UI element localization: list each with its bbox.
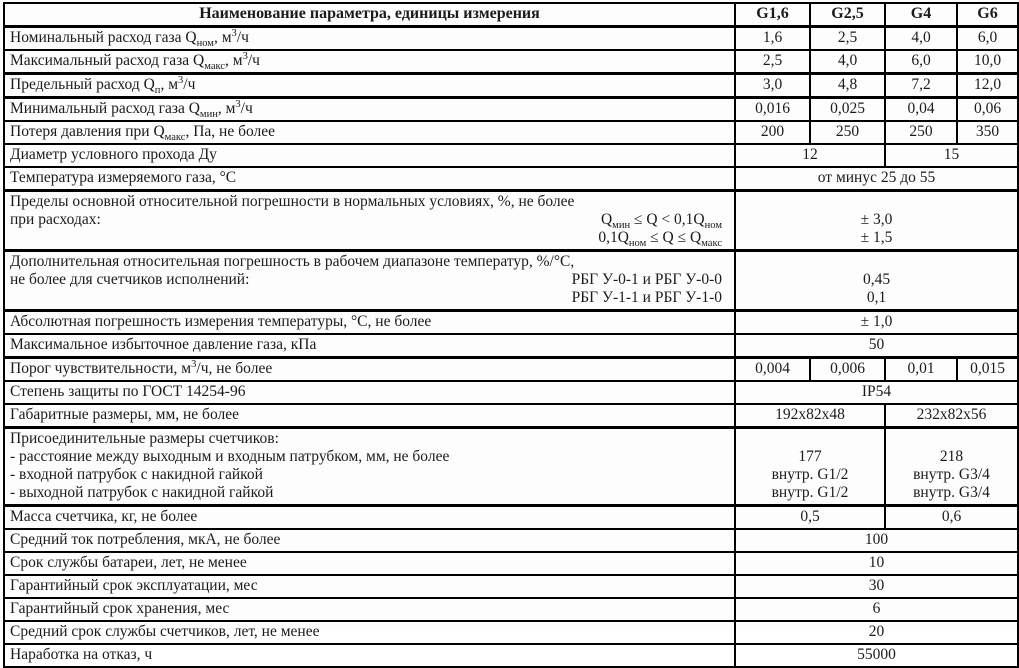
row-nominal-flow (4, 27, 1018, 51)
header-row (4, 3, 1018, 27)
pressure-loss-g1-6: 200 (735, 121, 810, 144)
additional-error-values (735, 251, 1018, 311)
row-max-pressure (4, 334, 1018, 358)
battery-life-value: 10 (735, 552, 1018, 575)
row-gas-temperature (4, 167, 1018, 191)
minimal-flow-g4: 0,04 (885, 98, 957, 122)
basic-error-blank-line (738, 193, 1015, 211)
header-col-g4: G4 (885, 3, 957, 27)
limit-flow-g2-5: 4,8 (810, 74, 885, 98)
minimal-flow-g6: 0,06 (957, 98, 1018, 122)
additional-error-line2-label: не более для счетчиков исполнений: (10, 271, 250, 288)
connection-line4: - выходной патрубок с накидной гайкой (10, 484, 274, 501)
additional-error-variant2: РБГ У-1-1 и РБГ У-1-0 (571, 289, 722, 306)
basic-error-label (4, 191, 735, 251)
protection-class-value: IP54 (735, 381, 1018, 404)
gas-temperature-value: от минус 25 до 55 (735, 167, 1018, 191)
basic-error-value1: ± 3,0 (860, 211, 893, 228)
row-minimal-flow (4, 98, 1018, 122)
row-average-current (4, 529, 1018, 552)
connection-large-distance: 218 (939, 448, 964, 465)
diameter-value-12: 12 (735, 144, 885, 167)
row-basic-error (4, 191, 1018, 251)
mass-large: 0,6 (885, 506, 1018, 530)
sensitivity-g6: 0,015 (957, 358, 1018, 382)
connection-small-outlet: внутр. G1/2 (771, 484, 849, 501)
row-sensitivity (4, 358, 1018, 382)
connection-line1: Присоединительные размеры счетчиков: (10, 430, 279, 447)
row-diameter (4, 144, 1018, 167)
basic-error-line1: Пределы основной относительной погрешности в нормальных условиях, %, не более (10, 193, 575, 210)
limit-flow-label: Предельный расход $Q_п$, $м^3/ч$ (4, 74, 735, 98)
service-life-label: Средний срок службы счетчиков, лет, не менее (4, 621, 735, 644)
row-battery-life (4, 552, 1018, 575)
limit-flow-g1-6: 3,0 (735, 74, 810, 98)
maximal-flow-g2-5: 4,0 (810, 50, 885, 74)
connection-small-distance: 177 (798, 448, 822, 465)
row-protection-class (4, 381, 1018, 404)
mass-label: Масса счетчика, кг, не более (4, 506, 735, 530)
basic-error-values (735, 191, 1018, 251)
nominal-flow-g4: 4,0 (885, 27, 957, 51)
max-pressure-label: Максимальное избыточное давление газа, кПа (4, 334, 735, 358)
nominal-flow-label: Номинальный расход газа $Q_{ном}$, $м^3/ч$ (4, 27, 735, 51)
battery-life-label: Срок службы батареи, лет, не менее (4, 552, 735, 575)
row-warranty-storage (4, 598, 1018, 621)
row-additional-error (4, 251, 1018, 311)
additional-error-line3 (10, 289, 732, 307)
diameter-label: Диаметр условного прохода Ду (4, 144, 735, 167)
average-current-label: Средний ток потребления, мкА, не более (4, 529, 735, 552)
connection-large-outlet: внутр. G3/4 (913, 484, 990, 501)
protection-class-label: Степень защиты по ГОСТ 14254-96 (4, 381, 735, 404)
header-param-name: Наименование параметра, единицы измерения (4, 3, 735, 27)
maximal-flow-g6: 10,0 (957, 50, 1018, 74)
sensitivity-g4: 0,01 (885, 358, 957, 382)
warranty-operation-value: 30 (735, 575, 1018, 598)
additional-error-variant1: РБГ У-0-1 и РБГ У-0-0 (571, 271, 722, 288)
pressure-loss-label: Потеря давления при $Q_{макс}$, Па, не более (4, 121, 735, 144)
sensitivity-label: Порог чувствительности, $м^3/ч$, не более (4, 358, 735, 382)
connection-dimensions-label (4, 428, 735, 506)
maximal-flow-g4: 6,0 (885, 50, 957, 74)
basic-error-line3 (10, 229, 732, 250)
minimal-flow-label: Минимальный расход газа $Q_{мин}$, $м^3/ч$ (4, 98, 735, 122)
mtbf-label: Наработка на отказ, ч (4, 644, 735, 667)
additional-error-blank-line (738, 253, 1015, 271)
service-life-value: 20 (735, 621, 1018, 644)
additional-error-line2 (10, 271, 732, 289)
additional-error-line1: Дополнительная относительная погрешность в рабочем диапазоне температур, %/°С, (10, 253, 575, 270)
row-absolute-error (4, 311, 1018, 335)
row-warranty-operation (4, 575, 1018, 598)
basic-error-line2-label: при расходах: (10, 211, 101, 228)
overall-dimensions-small: 192х82х48 (735, 404, 885, 428)
connection-large-blank (888, 430, 1015, 448)
connection-small-inlet: внутр. G1/2 (771, 466, 849, 483)
overall-dimensions-label: Габаритные размеры, мм, не более (4, 404, 735, 428)
overall-dimensions-large: 232х82х56 (885, 404, 1018, 428)
diameter-value-15: 15 (885, 144, 1018, 167)
connection-large-inlet: внутр. G3/4 (913, 466, 990, 483)
basic-error-line2 (10, 211, 732, 232)
row-service-life (4, 621, 1018, 644)
basic-error-formula1: $Q_{мин} \le Q < 0,1Q_{ном}$ (600, 211, 722, 232)
absolute-error-label: Абсолютная погрешность измерения температуры, °С, не более (4, 311, 735, 335)
row-mtbf (4, 644, 1018, 667)
max-pressure-value: 50 (735, 334, 1018, 358)
pressure-loss-g4: 250 (885, 121, 957, 144)
connection-small-blank (738, 430, 882, 448)
additional-error-value2: 0,1 (866, 289, 887, 306)
gas-meter-spec-table (3, 2, 1019, 668)
minimal-flow-g2-5: 0,025 (810, 98, 885, 122)
header-col-g6: G6 (957, 3, 1018, 27)
nominal-flow-g2-5: 2,5 (810, 27, 885, 51)
row-connection-dimensions (4, 428, 1018, 506)
basic-error-value2: ± 1,5 (860, 229, 893, 246)
minimal-flow-g1-6: 0,016 (735, 98, 810, 122)
nominal-flow-g1-6: 1,6 (735, 27, 810, 51)
row-pressure-loss (4, 121, 1018, 144)
connection-line3: - входной патрубок с накидной гайкой (10, 466, 263, 483)
absolute-error-value: ± 1,0 (735, 311, 1018, 335)
limit-flow-g6: 12,0 (957, 74, 1018, 98)
maximal-flow-label: Максимальный расход газа $Q_{макс}$, $м^3/ч$ (4, 50, 735, 74)
pressure-loss-g2-5: 250 (810, 121, 885, 144)
connection-values-small (735, 428, 885, 506)
gas-temperature-label: Температура измеряемого газа, °С (4, 167, 735, 191)
row-mass (4, 506, 1018, 530)
additional-error-label (4, 251, 735, 311)
header-col-g1-6: G1,6 (735, 3, 810, 27)
basic-error-formula2: $0,1Q_{ном} \le Q \le Q_{макс}$ (598, 229, 722, 250)
warranty-storage-value: 6 (735, 598, 1018, 621)
sensitivity-g2-5: 0,006 (810, 358, 885, 382)
connection-line2: - расстояние между выходным и входным патрубком, мм, не более (10, 448, 450, 465)
sensitivity-g1-6: 0,004 (735, 358, 810, 382)
nominal-flow-g6: 6,0 (957, 27, 1018, 51)
mtbf-value: 55000 (735, 644, 1018, 667)
limit-flow-g4: 7,2 (885, 74, 957, 98)
header-col-g2-5: G2,5 (810, 3, 885, 27)
row-overall-dimensions (4, 404, 1018, 428)
mass-small: 0,5 (735, 506, 885, 530)
maximal-flow-g1-6: 2,5 (735, 50, 810, 74)
average-current-value: 100 (735, 529, 1018, 552)
pressure-loss-g6: 350 (957, 121, 1018, 144)
row-maximal-flow (4, 50, 1018, 74)
additional-error-value1: 0,45 (862, 271, 891, 288)
row-limit-flow (4, 74, 1018, 98)
warranty-operation-label: Гарантийный срок эксплуатации, мес (4, 575, 735, 598)
warranty-storage-label: Гарантийный срок хранения, мес (4, 598, 735, 621)
connection-values-large (885, 428, 1018, 506)
